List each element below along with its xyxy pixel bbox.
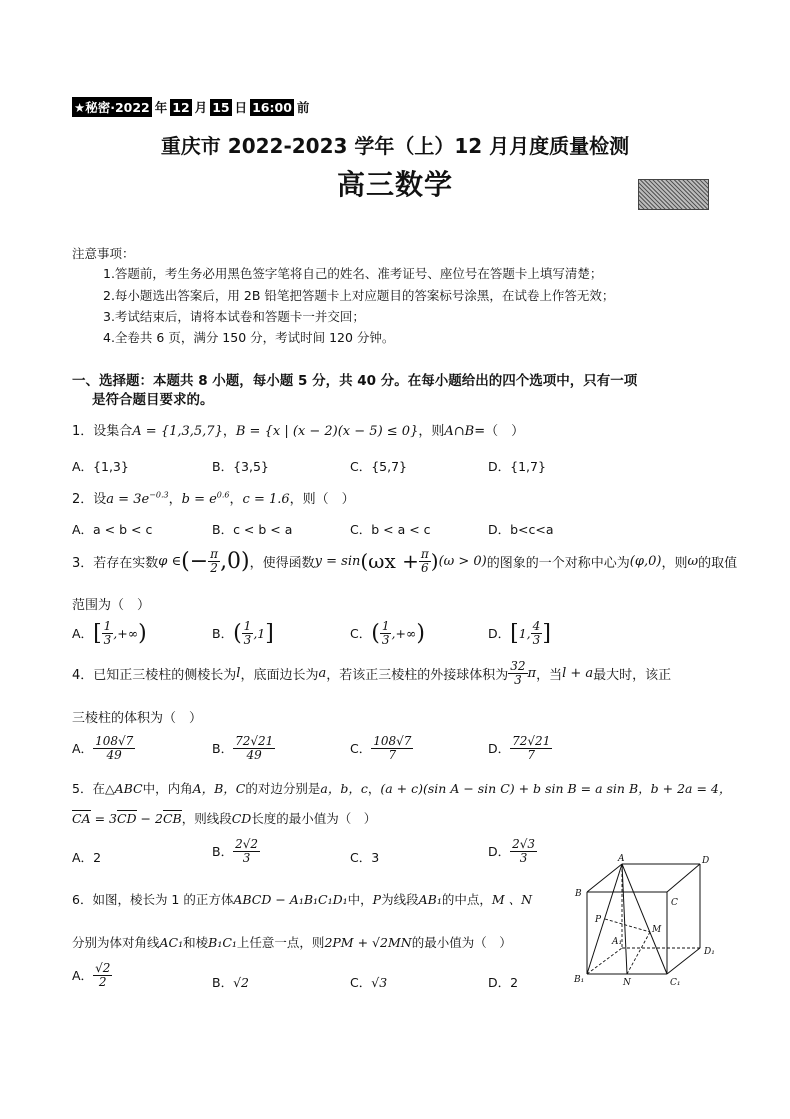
q3d-rb: ]	[542, 620, 551, 646]
q1-option-d: D．{1,7}	[488, 459, 546, 474]
q5-vars2: a，b，c	[320, 781, 368, 796]
q3-tail: 的取值	[698, 555, 738, 571]
q3b-rb: ]	[265, 620, 274, 646]
secret-prefix: ★秘密·2022	[72, 97, 152, 117]
q6-line2b: 和棱	[183, 935, 209, 950]
q4d-label: D．	[488, 741, 511, 757]
q4-a: a	[318, 665, 327, 681]
notice-item: 1.答题前，考生务必用黑色签字笔将自己的姓名、准考证号、座位号在答题卡上填写清楚；	[103, 266, 603, 281]
q3-pi-b: π	[420, 547, 429, 561]
edge-b1a1-hidden	[587, 948, 622, 974]
q5-stem: 5．在	[72, 781, 105, 796]
q3d-frac	[531, 620, 543, 646]
q6b-text: √2	[233, 975, 249, 990]
q1-expr: A∩B	[444, 424, 475, 439]
q4b-label: B．	[212, 741, 234, 757]
q3a-label: A．	[72, 626, 94, 642]
cube-figure	[572, 852, 722, 990]
q5b-label: B．	[212, 844, 234, 860]
q4-l: l	[236, 665, 241, 681]
q4b-den: 49	[246, 747, 262, 762]
q2-b: b = e	[181, 492, 217, 507]
secret-month: 12	[172, 99, 190, 115]
q3a-den: 3	[103, 632, 112, 647]
question-5	[72, 779, 731, 797]
q3-option-d	[488, 620, 551, 646]
q6-cube: ABCD − A₁B₁C₁D₁	[233, 892, 348, 907]
q5c-label: C．	[350, 850, 372, 865]
q1-stem: 1．设集合	[72, 424, 133, 439]
q5-cd: CD	[231, 811, 252, 826]
q4-mid2: ，若该正三棱柱的外接球体积为	[326, 667, 509, 683]
q3c-lb: (	[371, 620, 380, 646]
label-b: B	[575, 889, 582, 899]
exam-title: 重庆市 2022-2023 学年（上）12 月月度质量检测	[160, 134, 630, 158]
q3-two: 2	[210, 560, 218, 575]
q3d-lb: [	[510, 620, 519, 646]
q3-frac-pi-2	[208, 548, 220, 574]
question-2: 2．设$a = 3e^{-0.3}$，$b = e^{0.6}$，c = 1.6，则（ ）	[72, 490, 355, 507]
q3c-rb: )	[416, 620, 425, 646]
q3-frac-pi-6	[419, 548, 431, 574]
q5-option-b	[212, 838, 260, 864]
q4-frac	[508, 660, 527, 686]
q3b-frac	[242, 620, 254, 646]
q3-phi: φ ∈	[158, 553, 182, 569]
q3c-frac	[380, 620, 392, 646]
q3b-lb: (	[233, 620, 242, 646]
notice-item: 4.全卷共 6 页，满分 150 分，考试时间 120 分钟。	[103, 330, 395, 345]
secret-month-char: 月	[194, 100, 208, 115]
q2-stem: 2．设	[72, 492, 107, 507]
secret-time: 16:00	[252, 99, 292, 115]
q6-option-d	[488, 973, 518, 991]
q4c-num: 108√7	[373, 734, 412, 748]
q3-six: 6	[421, 560, 429, 575]
label-d1: D₁	[704, 947, 715, 957]
q6-line2d: 的最小值为（ ）	[411, 935, 512, 950]
q3d-label: D．	[488, 626, 511, 642]
q5-l1c: 的对边分别是	[245, 781, 321, 796]
secret-after: 前	[296, 100, 310, 115]
q3-omega: ω	[687, 553, 699, 569]
q5b-frac	[233, 838, 260, 864]
q3-mid: ，使得函数	[249, 555, 315, 571]
q2-option-c: C．b < a < c	[350, 522, 431, 537]
q1-set-b: B = {x | (x − 2)(x − 5) ≤ 0}	[235, 424, 419, 439]
q3-option-c	[350, 620, 425, 646]
q4-vol-den: 3	[514, 672, 522, 687]
seg-an	[622, 864, 627, 974]
q3b-label: B．	[212, 626, 234, 642]
notice-item: 2.每小题选出答案后，用 2B 铅笔把答题卡上对应题目的答案标号涂黑，在试卷上作答无效；	[103, 288, 615, 303]
q4-mid3: ，当	[536, 667, 563, 683]
q5-line2	[72, 809, 376, 827]
q6-stem: 6．如图，棱长为 1 的正方体	[72, 892, 234, 907]
q4a-num: 108√7	[95, 734, 134, 748]
q2-a: a = 3e	[106, 492, 150, 507]
q6a-label: A．	[72, 968, 94, 984]
q3a-lb: [	[93, 620, 102, 646]
q3-mid2: 的图象的一个对称中心为	[486, 555, 630, 571]
q6-mid: 中，	[347, 892, 373, 907]
q4b-frac	[233, 735, 275, 761]
q1-option-a: A．{1,3}	[72, 459, 129, 474]
q3-cond: (ω > 0)	[438, 553, 487, 569]
q3-mid3: ，则	[661, 555, 688, 571]
q6-option-a	[72, 962, 112, 988]
q4b-num: 72√21	[235, 734, 274, 748]
q5-vec-cb: CB	[162, 811, 182, 826]
q3a-num: 1	[103, 619, 112, 633]
q6b-label: B．	[212, 975, 234, 990]
q6c-text: √3	[371, 975, 388, 990]
q6-expr: 2PM + √2MN	[324, 935, 412, 950]
q5-vec-cd: CD	[116, 811, 137, 826]
q6d-text: 2	[510, 975, 519, 990]
q6d-label: D．	[488, 975, 511, 990]
q2-b-exp: 0.6	[216, 490, 230, 500]
q3d-num: 4	[532, 619, 541, 633]
q6-mid2: 为线段	[381, 892, 419, 907]
q4d-den: 7	[527, 747, 536, 762]
q2-option-d: D．b<c<a	[488, 522, 554, 537]
q1-option-c: C．{5,7}	[350, 459, 408, 474]
q5d-frac	[510, 838, 537, 864]
question-1	[72, 420, 524, 439]
q2-option-b: B．c < b < a	[212, 522, 293, 537]
q3a-frac	[102, 620, 114, 646]
q3b-rest: ,1	[253, 625, 266, 641]
q5-eq2: ，b + 2a = 4，	[638, 781, 732, 796]
q5-line2c: 长度的最小值为（ ）	[251, 811, 377, 826]
q3c-den: 3	[381, 632, 390, 647]
q4-line2: 三棱柱的体积为（ ）	[72, 711, 203, 726]
q2-a-exp: −0.3	[149, 490, 169, 500]
label-a1: A₁	[612, 937, 623, 947]
q4a-label: A．	[72, 741, 94, 757]
q6a-num: √2	[95, 961, 111, 975]
q1-option-b: B．{3,5}	[212, 459, 269, 474]
q3a-rest: ,+∞	[113, 625, 139, 641]
q3d-den: 3	[532, 632, 541, 647]
secret-year-char: 年	[154, 100, 168, 115]
edge-cd	[667, 864, 700, 892]
q5-vec-minus: − 2	[136, 811, 163, 826]
q4a-frac	[93, 735, 135, 761]
q5-line2b: ，则线段	[181, 811, 232, 826]
q3-center: (φ,0)	[629, 553, 662, 569]
q3c-num: 1	[381, 619, 390, 633]
q3-interval-tail: ,0)	[220, 548, 250, 574]
q4a-den: 49	[106, 747, 122, 762]
q4c-frac	[371, 735, 413, 761]
q3-line2: 范围为（ ）	[72, 598, 151, 613]
q1-set-a: A = {1,3,5,7}	[132, 424, 223, 439]
q6a-frac	[93, 962, 112, 988]
seg-pm-hidden	[605, 919, 650, 932]
edge-ba	[587, 864, 622, 892]
question-4	[72, 660, 671, 686]
q6-ab1: AB₁	[418, 892, 442, 907]
question-3	[72, 548, 737, 574]
q5-option-d	[488, 838, 537, 864]
q4-option-d	[488, 735, 552, 761]
q5d-den: 3	[519, 850, 528, 865]
q5-vars1: A，B，C	[192, 781, 246, 796]
q5b-den: 3	[242, 850, 251, 865]
q5a-text: 2	[93, 850, 102, 865]
q5-tri: △ABC	[104, 781, 143, 796]
seg-ac1	[622, 864, 667, 974]
q4-tail: 最大时，该正	[593, 667, 672, 683]
q1-tail: =（ ）	[474, 424, 525, 439]
notice-item: 3.考试结束后，请将本试卷和答题卡一并交回；	[103, 309, 365, 324]
question-6	[72, 890, 532, 908]
q4-vol-num: 32	[510, 659, 526, 673]
q4-mid: ，底面边长为	[240, 667, 319, 683]
edge-c1d1	[667, 948, 700, 974]
label-m: M	[652, 925, 662, 935]
q3d-pre: 1,	[518, 625, 531, 641]
notice-heading: 注意事项：	[72, 246, 135, 261]
label-p: P	[595, 915, 602, 925]
q2-c: c = 1.6	[242, 492, 290, 507]
q4-option-a	[72, 735, 135, 761]
q1-sep: ，	[222, 424, 236, 439]
q5c-text: 3	[371, 850, 380, 865]
q4-option-c	[350, 735, 413, 761]
q5d-label: D．	[488, 844, 511, 860]
q4-stem: 4．已知正三棱柱的侧棱长为	[72, 667, 237, 683]
q3c-rest: ,+∞	[391, 625, 417, 641]
q3-paren: )	[430, 549, 439, 574]
q6-b1c1: B₁C₁	[208, 935, 237, 950]
q2-tail: ，则（ ）	[289, 492, 355, 507]
q6-mn: M 、N	[491, 892, 533, 907]
label-c1: C₁	[670, 978, 681, 988]
exam-subject: 高三数学	[336, 168, 453, 201]
q6c-label: C．	[350, 975, 372, 990]
q4-expr: l + a	[562, 665, 594, 681]
q6a-den: 2	[98, 974, 107, 989]
q4d-num: 72√21	[512, 734, 551, 748]
q3-pi: π	[210, 547, 219, 561]
q4-option-b	[212, 735, 275, 761]
q5a-label: A．	[72, 850, 94, 865]
q3-option-a	[72, 620, 147, 646]
q6-ac1: AC₁	[159, 935, 184, 950]
q5-option-a	[72, 848, 101, 866]
q5-vec-eq: = 3	[90, 811, 117, 826]
label-n: N	[623, 978, 631, 988]
label-c: C	[671, 898, 678, 908]
label-d: D	[702, 856, 710, 866]
q6-line2	[72, 933, 512, 951]
q4c-label: C．	[350, 741, 372, 757]
q3a-rb: )	[138, 620, 147, 646]
secret-day: 15	[212, 99, 230, 115]
q6-option-b	[212, 973, 249, 991]
q6-line2c: 上任意一点，则	[236, 935, 325, 950]
section-heading-cont: 是符合题目要求的。	[92, 392, 214, 408]
q3b-num: 1	[243, 619, 252, 633]
q3-stem: 3．若存在实数	[72, 555, 159, 571]
confidential-notice	[72, 97, 309, 117]
label-b1: B₁	[574, 975, 585, 985]
q6-mid3: 的中点，	[441, 892, 492, 907]
q4-pi: π	[527, 665, 537, 681]
q3-option-b	[212, 620, 274, 646]
q4c-den: 7	[388, 747, 397, 762]
q6-line2a: 分别为体对角线	[72, 935, 160, 950]
q5-sep: ，	[367, 781, 381, 796]
seg-mn-hidden	[627, 932, 650, 974]
secret-day-char: 日	[234, 100, 248, 115]
barcode-stamp	[638, 179, 709, 210]
q3-omega-x: (ωx +	[360, 549, 419, 574]
q5-vec-ca: CA	[72, 811, 91, 826]
q5d-num: 2√3	[512, 837, 536, 851]
q5-eq1: (a + c)(sin A − sin C) + b sin B = a sin B	[380, 781, 639, 796]
q3-func: y = sin	[314, 553, 361, 569]
q3-interval-lead: (−	[181, 548, 209, 574]
seg-ab1	[587, 864, 622, 974]
q5-l1b: 中，内角	[142, 781, 193, 796]
label-a: A	[618, 854, 625, 864]
q5b-num: 2√2	[235, 837, 258, 851]
q2-option-a: A．a < b < c	[72, 522, 153, 537]
q3b-den: 3	[243, 632, 252, 647]
q4d-frac	[510, 735, 552, 761]
q6-p: P	[372, 892, 382, 907]
q1-ask: ，则	[418, 424, 445, 439]
q6-option-c	[350, 973, 387, 991]
section-heading: 一、选择题：本题共 8 小题，每小题 5 分，共 40 分。在每小题给出的四个选项中，只有一项	[72, 373, 638, 389]
q5-option-c	[350, 848, 379, 866]
q3c-label: C．	[350, 626, 372, 642]
